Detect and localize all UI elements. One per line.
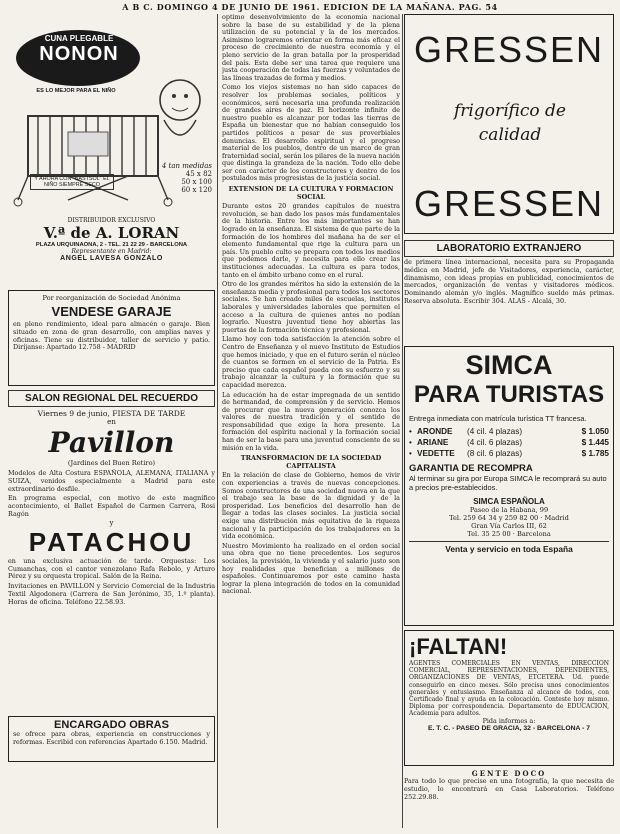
salon-ad: [8, 390, 215, 712]
nonon-size: 60 x 120: [181, 186, 212, 194]
pavillon-logo: Pavillon: [48, 426, 175, 459]
salon-text1: Modelos de Alta Costura ESPAÑOLA, ALEMANA, ITALIANA y SUIZA, venidos especialmente a Madrid para este extraordinario desfile.: [8, 469, 215, 493]
simca-model-row: [409, 426, 609, 437]
article-paragraph: Durante estos 20 grandes capítulos de nuestra revolución, se han dado los pasos más fundamentales de la historia. Entre los más importantes se han logrado en la enseñanza. El sistema de que parte de la formación de los hombres del mañana ha de ser el elemento fundamental que rige la cultura para un país. Un pueblo culto se prepara con todos los medios que podemos darle, y necesita para ello crear las instituciones adecuadas. La cultura es para todos, tanto en el ámbito urbano como en el rural.: [222, 202, 400, 279]
simca-company: SIMCA ESPAÑOLA: [473, 497, 545, 506]
faltan-title: ¡FALTAN!: [409, 634, 508, 659]
nonon-address: PLAZA URQUINAONA, 2 - TEL. 21 22 29 - BARCELONA: [35, 242, 188, 248]
nonon-size: 45 x 82: [185, 170, 212, 178]
article-paragraph: Otro de los grandes méritos ha sido la extensión de la enseñanza media y profesional para todos los sectores sociales. Se han creado miles de escuelas, institutos laborales y universidades laborales que permiten el acceso a la cultura de quienes antes no podían lograrlo. Nuestra juventud tiene hoy abiertas las puertas de la formación técnica y profesional.: [222, 280, 400, 334]
bullet-icon: •: [409, 427, 412, 436]
gressen-script: frigorífico de calidad: [454, 101, 566, 145]
gressen-brand: GRESSEN: [413, 29, 605, 70]
article-paragraph: optimo desenvolvimiento de la economía nacional sobre la base de su estabilidad y de la plena utilización de su potencial y la de los mercados. Asimismo lograremos orientar en forma más eficaz el proceso de crecimiento de nuestra economía y el pleno servicio de la gran batalla por la prosperidad del país. Esta debe ser una tarea que requiere una justa cooperación de todas las fuerzas y voluntades de las líneas trazadas de forma y medios.: [222, 14, 400, 82]
simca-model-row: [409, 437, 609, 448]
simca-model-row: [409, 448, 609, 459]
article-paragraph: La educación ha de estar impregnada de un sentido de hermandad, de comprensión y de servicio. Hemos de procurar que la nueva generación conozca los valores de nuestra tradición y el sentido de responsabilidad que exige la hora presente. La formación del espíritu nacional y la formación social han de ser la base para una juventud consciente de su misión en la vida.: [222, 390, 400, 452]
simca-model-price: $ 1.445: [581, 438, 609, 447]
nonon-size: 50 x 100: [181, 178, 212, 186]
simca-guarantee: GARANTIA DE RECOMPRA: [409, 463, 533, 474]
simca-model-name: VEDETTE: [417, 449, 455, 458]
garaje-body: en pleno rendimiento, ideal para almacén o garaje. Bien situado en zona de gran desarrollo, con amplias naves y oficinas. Tiene su distribuidor, taller de servicio y patio. Diríjanse: Apartado 12.758 - MADRID: [13, 320, 210, 352]
salon-text4: Invitaciones en PAVILLON y Servicio Comercial de la Industria Textil Algodonera (Carrera de San Jerónimo, 35, 1.º planta). Horas de oficina. Teléfono 22.58.93.: [8, 582, 215, 606]
article-paragraph: En la relación de clase de Gobierno, hemos de vivir con experiencias a través de nuevas concepciones. Somos constructores de una sociedad nueva en la que el trabajo sea la base de la dignidad y de la prosperidad. Los beneficios del desarrollo han de llegar a todas las clases sociales. La justicia social exige una distribución más equitativa de la riqueza nacional y la participación de los trabajadores en la vida económica.: [222, 471, 400, 541]
encargado-ad: [8, 716, 215, 762]
gressen-ad: [404, 14, 614, 234]
simca-guarantee-text: Al terminar su gira por Europa SIMCA le recomprará su auto a precios pre-establecidos.: [409, 474, 607, 492]
salon-y: y: [109, 518, 114, 527]
simca-models: [409, 426, 609, 459]
simca-addr1: Paseo de la Habana, 99: [469, 506, 549, 514]
simca-model-price: $ 1.785: [581, 449, 609, 458]
nonon-brand-top: CUNA PLEGABLE: [44, 34, 114, 43]
faltan-cta: Pida informes a:: [482, 716, 536, 725]
simca-tel1: Tel. 259 64 34 y 259 82 00 · Madrid: [449, 514, 569, 522]
salon-en: en: [107, 418, 116, 426]
lab-title: LABORATORIO EXTRANJERO: [404, 240, 614, 257]
column-rule: [402, 14, 403, 828]
patachou-title: PATACHOU: [28, 526, 195, 557]
lab-body: de primera línea internacional, necesita para su Propaganda médica en Madrid, jefe de Visitadores, experiencia, carácter, dinamismo, con ideas propias en publicidad, conocimientos de mercados, organización de ventas y visitadores médicos. Dominando alemán y/o inglés. Magnífico sueldo más primas. Reserva absoluta. Escribir 304. ALAS - Alcalá, 30.: [404, 258, 614, 305]
simca-model-name: ARIANE: [417, 438, 449, 447]
article-paragraph: Como los viejos sistemas no han sido capaces de resolver los problemas sociales, políticos y económicos, será necesaria una profunda realización de grandes aires de paz. El horizonte infinito de nuestro pueblo es alcanzar por todas las tierras de España un bienestar que no habían conseguido los partidos políticos a pesar de sus proverbiales denuncias. El desarrollo espiritual y el progreso material de los pueblos, dentro de un marco de gran fraternidad social, serán los pilares de la nueva nación que distinga la grandeza de la nación. Todo ello debe ser con carácter de los constructores y dentro de los postulados más progresistas de la justicia social.: [222, 83, 400, 183]
faltan-body: AGENTES COMERCIALES EN VENTAS, DIRECCION COMERCIAL, REPRESENTACIONES, DEPENDIENTES, ORGANIZACIONES DE VENTAS, ETCETERA. Ud. puede conseguirlo en cinco meses. Sólo precisa unos conocimientos generales y entusiasmo. Enseñanza al alcance de todos, con Certificado final y ayuda en la colocación. Conteste hoy mismo. Diploma por correspondencia. Departamento de EDUCACION, Academia para adultos.: [409, 660, 609, 718]
garaje-title: VENDESE GARAJE: [51, 304, 172, 319]
nonon-sizes-title: 4 tan medidas: [161, 162, 212, 170]
garaje-intro: Por reorganización de Sociedad Anónima: [42, 294, 181, 302]
simca-model-detail: (4 cil. 6 plazas): [467, 438, 523, 447]
page-header: A B C. DOMINGO 4 DE JUNIO DE 1961. EDICION DE LA MAÑANA. PAG. 54: [122, 2, 498, 12]
nonon-rep-label: Representante en Madrid:: [71, 248, 152, 255]
simca-model-detail: (4 cil. 4 plazas): [467, 427, 523, 436]
simca-model-price: $ 1.050: [581, 427, 609, 436]
gressen-brand-bottom: GRESSEN: [413, 183, 605, 224]
gente-title: GENTE DOCO: [471, 769, 547, 778]
simca-model-detail: (8 cil. 6 plazas): [467, 449, 523, 458]
encargado-title: ENCARGADO OBRAS: [54, 719, 169, 731]
simca-footer: Venta y servicio en toda España: [409, 541, 609, 554]
salon-text3: en una exclusiva actuación de tarde. Orquestas: Los Cumanchas, con el cantor venezolano Rafa Rebolo, y Arturo Pérez y su orquesta tropical. Salón de la Reina.: [8, 556, 215, 581]
article-heading: EXTENSION DE LA CULTURA Y FORMACION SOCIAL: [228, 185, 394, 201]
nonon-tagline: ES LO MEJOR PARA EL NIÑO: [36, 88, 116, 94]
salon-text2: En programa especial, con motivo de este magnífico acontecimiento, el Ballet Español de Carmen Carrera, Rosi Ragón: [8, 494, 215, 518]
article-heading: TRANSFORMACION DE LA SOCIEDAD CAPITALISTA: [240, 454, 382, 470]
nonon-rep: ANGEL LAVESA GONZALO: [60, 255, 163, 262]
nonon-distributor: V.ª de A. LORAN: [43, 224, 180, 242]
nonon-ad: [8, 14, 215, 286]
nonon-distributor-label: DISTRIBUIDOR EXCLUSIVO: [67, 217, 156, 224]
simca-title: SIMCA: [465, 350, 553, 380]
column-rule: [217, 14, 218, 828]
article-paragraph: Nuestro Movimiento ha realizado en el orden social una obra que no tiene precedentes. Los seguros sociales, la previsión, la vivienda y el salario justo son hoy realidades que benefician a millones de españoles. Continuaremos por este camino hasta lograr la plena integración de todos en la comunidad nacional.: [222, 541, 400, 596]
garaje-ad: [8, 290, 215, 386]
nonon-caption: Y AHORA CON "BASTSOL" EL NIÑO SIEMPRE SECO: [30, 174, 114, 190]
simca-addr2: Gran Vía Carlos III, 62: [471, 522, 547, 530]
salon-venue: (Jardines del Buen Retiro): [67, 459, 156, 467]
faltan-address: E. T. C. - PASEO DE GRACIA, 32 - BARCELONA - 7: [427, 725, 590, 733]
bullet-icon: •: [409, 449, 412, 458]
lab-ad: [404, 240, 614, 342]
right-column: [404, 14, 614, 828]
salon-line1: Viernes 9 de junio, FIESTA DE TARDE: [37, 409, 186, 418]
simca-model-name: ARONDE: [417, 427, 453, 436]
gente-ad: [404, 769, 614, 801]
simca-intro: Entrega inmediata con matrícula turística TT francesa.: [409, 414, 587, 423]
gente-body: Para todo lo que precise en una fotografía, la que necesita de estudio, lo encontrará en Casa Laboratorios. Teléfono 252.29.88.: [404, 777, 614, 801]
nonon-brand: NONON: [39, 43, 119, 65]
article-column: [222, 14, 400, 828]
simca-subtitle: PARA TURISTAS: [413, 381, 605, 408]
article-paragraph: Llamo hoy con toda satisfacción la atención sobre el Centro de Enseñanza y el nuevo Instituto de Estudios que hemos iniciado, y que en el futuro serán el núcleo de cuantos se formen en el servicio de la Patria. Es preciso que cada español pueda con su esfuerzo y su trabajo alcanzar la cultura y la formación que su capacidad merezca.: [222, 335, 400, 389]
salon-title: SALON REGIONAL DEL RECUERDO: [8, 390, 215, 407]
bullet-icon: •: [409, 438, 412, 447]
faltan-ad: [404, 630, 614, 766]
left-column: [8, 14, 215, 828]
simca-ad: [404, 346, 614, 626]
encargado-body: se ofrece para obras, experiencia en construcciones y reformas. Escribid con referencias Apartado 6.150. Madrid.: [13, 730, 210, 746]
simca-tel2: Tel. 35 25 00 · Barcelona: [467, 530, 551, 538]
